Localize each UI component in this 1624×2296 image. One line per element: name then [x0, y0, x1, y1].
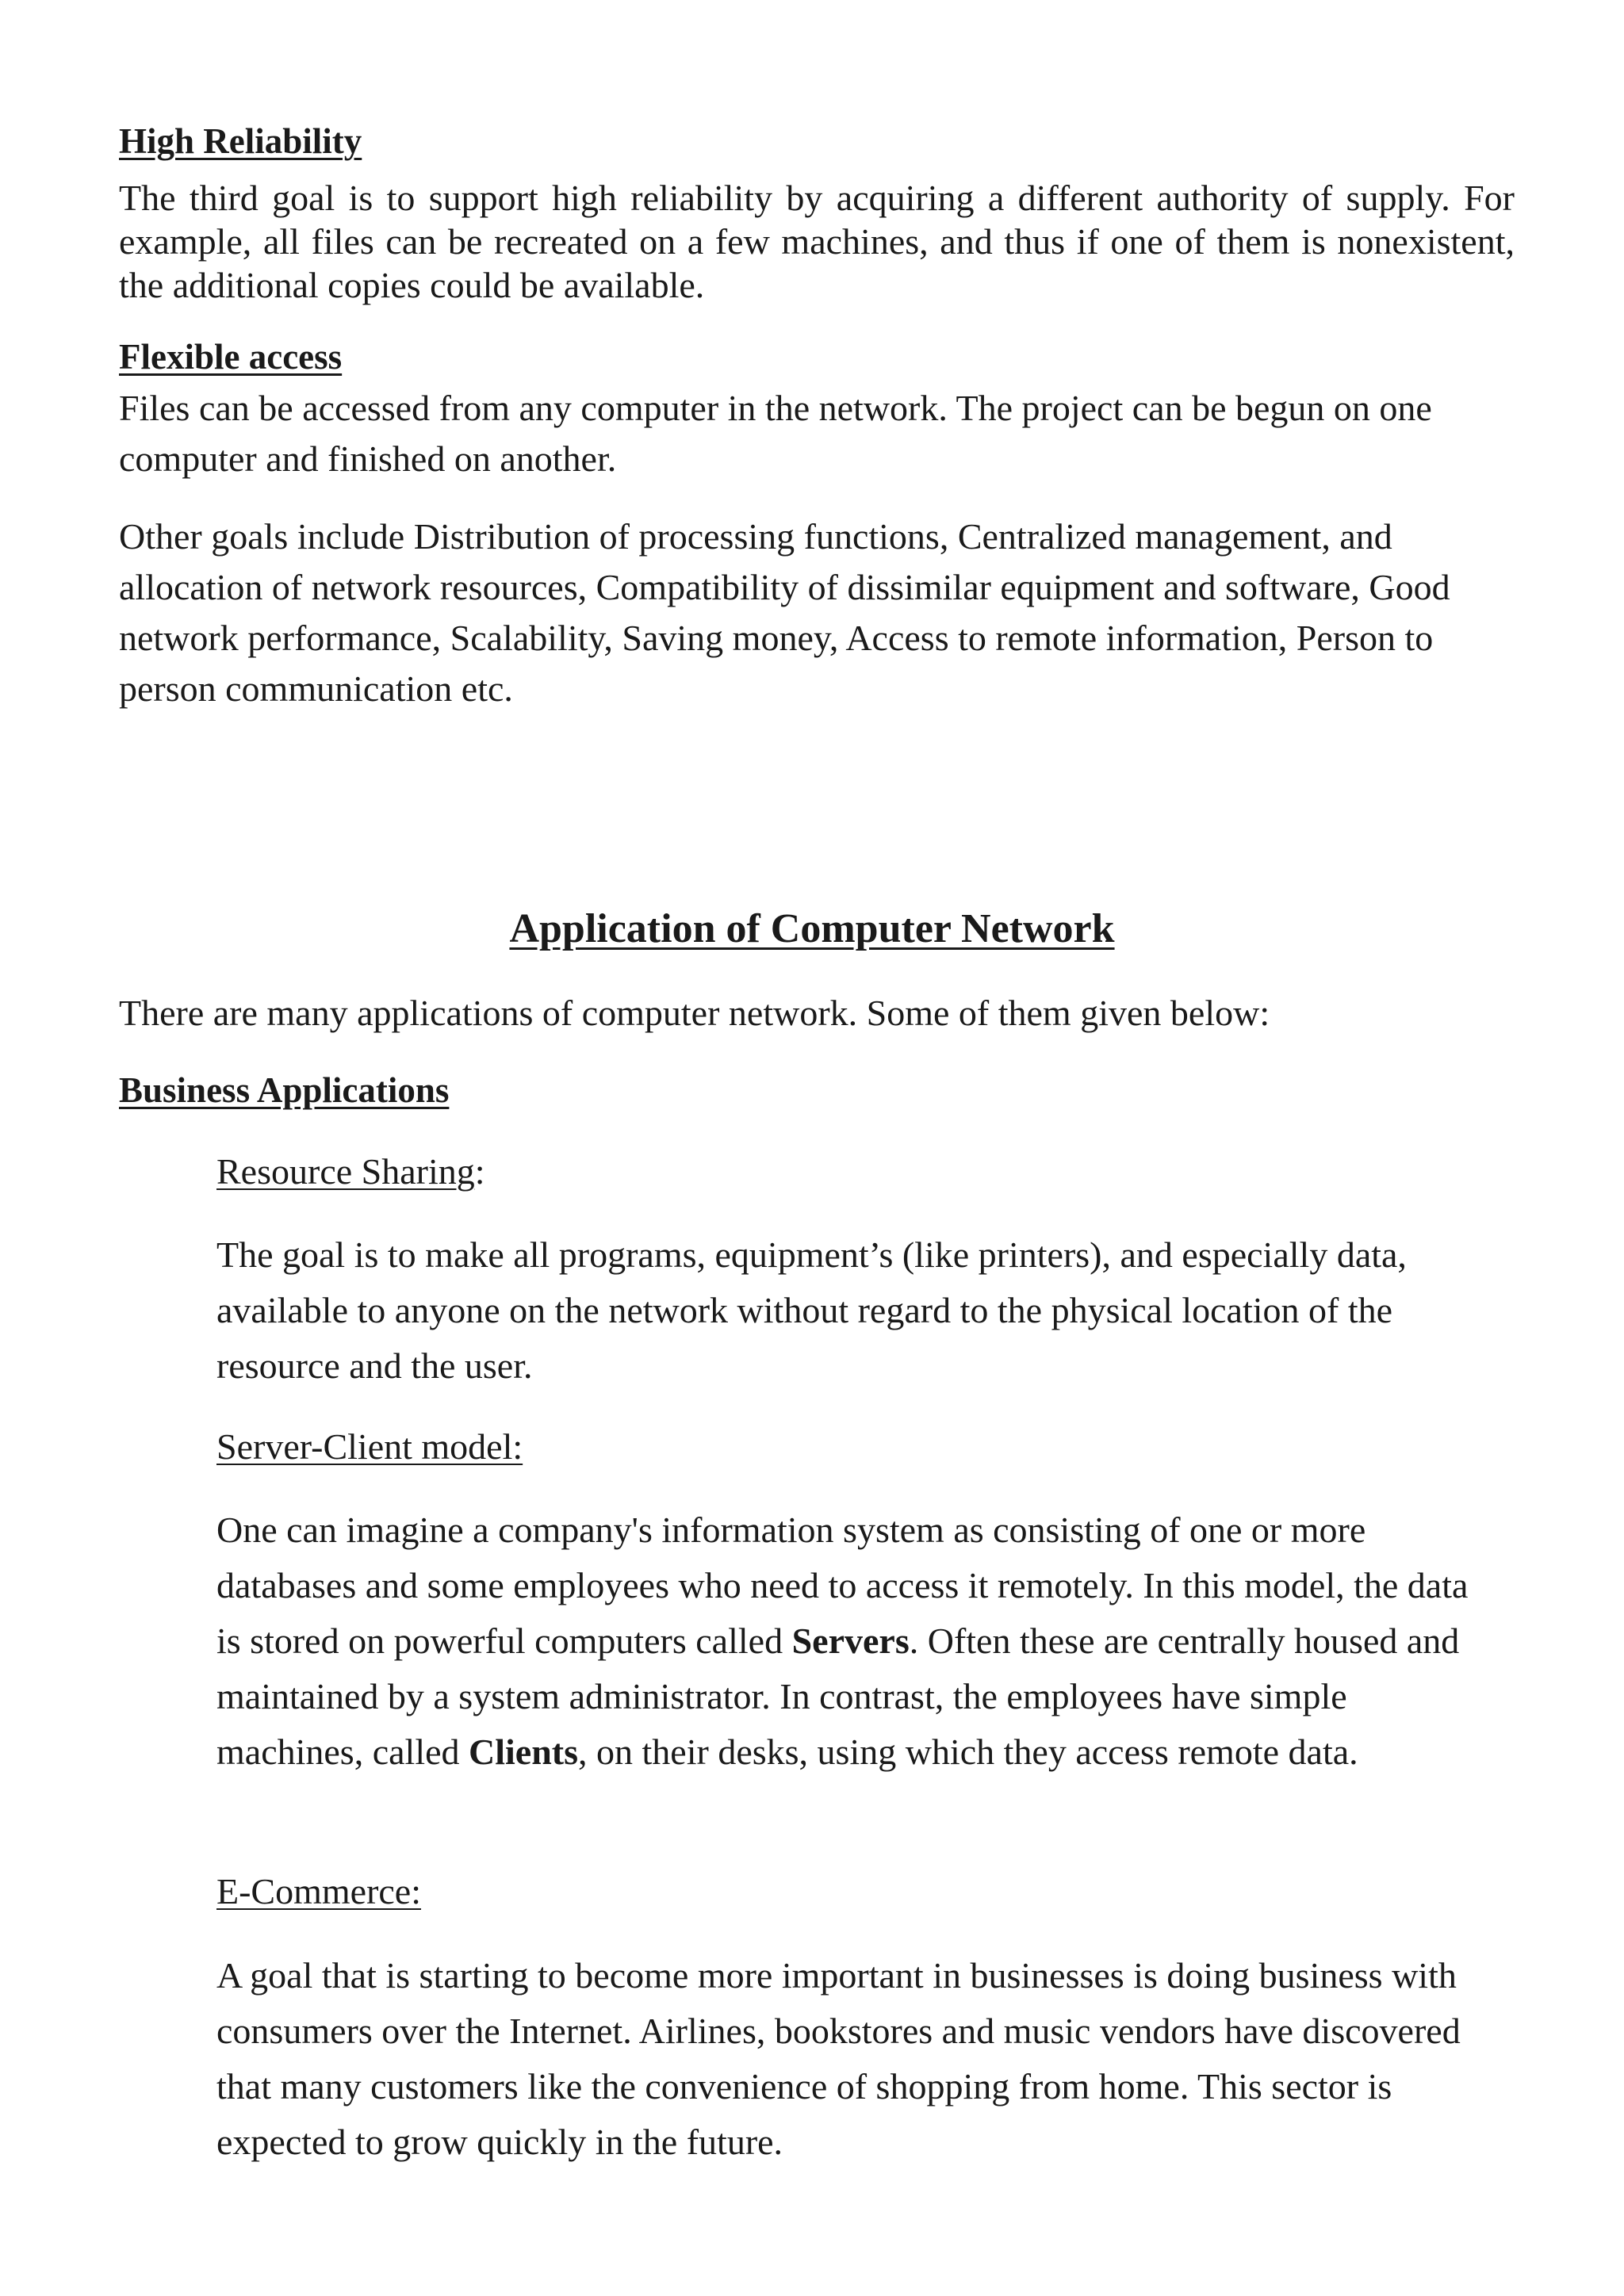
server-client-text-2: . Often these are centrally housed and maintained by a system administrator. In contrast, the employees have simple machines, called: [216, 1621, 1460, 1772]
ecommerce-subheading: E-Commerce:: [216, 1871, 422, 1911]
server-client-paragraph: [216, 1502, 1501, 1780]
server-client-subheading: Server-Client model:: [216, 1426, 523, 1467]
business-applications-heading: Business Applications: [119, 1070, 450, 1110]
flexible-access-heading: Flexible access: [119, 337, 343, 377]
server-client-text-1: One can imagine a company's information system as consisting of one or more databases and some employees who need to access it remotely. In this model, the data is stored on powerful computers called: [216, 1510, 1469, 1661]
resource-sharing-subheading: [216, 1150, 1501, 1194]
ecommerce-paragraph: A goal that is starting to become more important in businesses is doing business with consumers over the Internet. Airlines, bookstores and music vendors have discovered that many customers like the convenience of shopping from home. This sector is expected to grow quickly in the future.: [216, 1955, 1461, 2162]
high-reliability-paragraph: The third goal is to support high reliability by acquiring a different authority of supply. For example, all files can be recreated on a few machines, and thus if one of them is nonexistent, the additional copies could be available.: [119, 178, 1515, 305]
resource-sharing-label: Resource Sharing: [216, 1151, 475, 1192]
high-reliability-heading: High Reliability: [119, 121, 362, 161]
resource-sharing-paragraph: The goal is to make all programs, equipment’s (like printers), and especially data, available to anyone on the network without regard to the physical location of the resource and the user.: [216, 1234, 1407, 1386]
section-title: Application of Computer Network: [509, 906, 1115, 951]
applications-intro: There are many applications of computer network. Some of them given below:: [119, 993, 1270, 1033]
resource-sharing-colon: :: [474, 1151, 485, 1192]
flexible-access-paragraph: Files can be accessed from any computer in the network. The project can be begun on one computer and finished on another.: [119, 388, 1432, 479]
other-goals-paragraph: Other goals include Distribution of processing functions, Centralized management, and allocation of network resources, Compatibility of dissimilar equipment and software, Good network performance, Scalability, Saving money, Access to remote information, Person to person communication etc.: [119, 516, 1450, 709]
server-client-text-3: , on their desks, using which they access remote data.: [578, 1732, 1358, 1772]
servers-term: Servers: [791, 1621, 910, 1661]
clients-term: Clients: [469, 1732, 579, 1772]
